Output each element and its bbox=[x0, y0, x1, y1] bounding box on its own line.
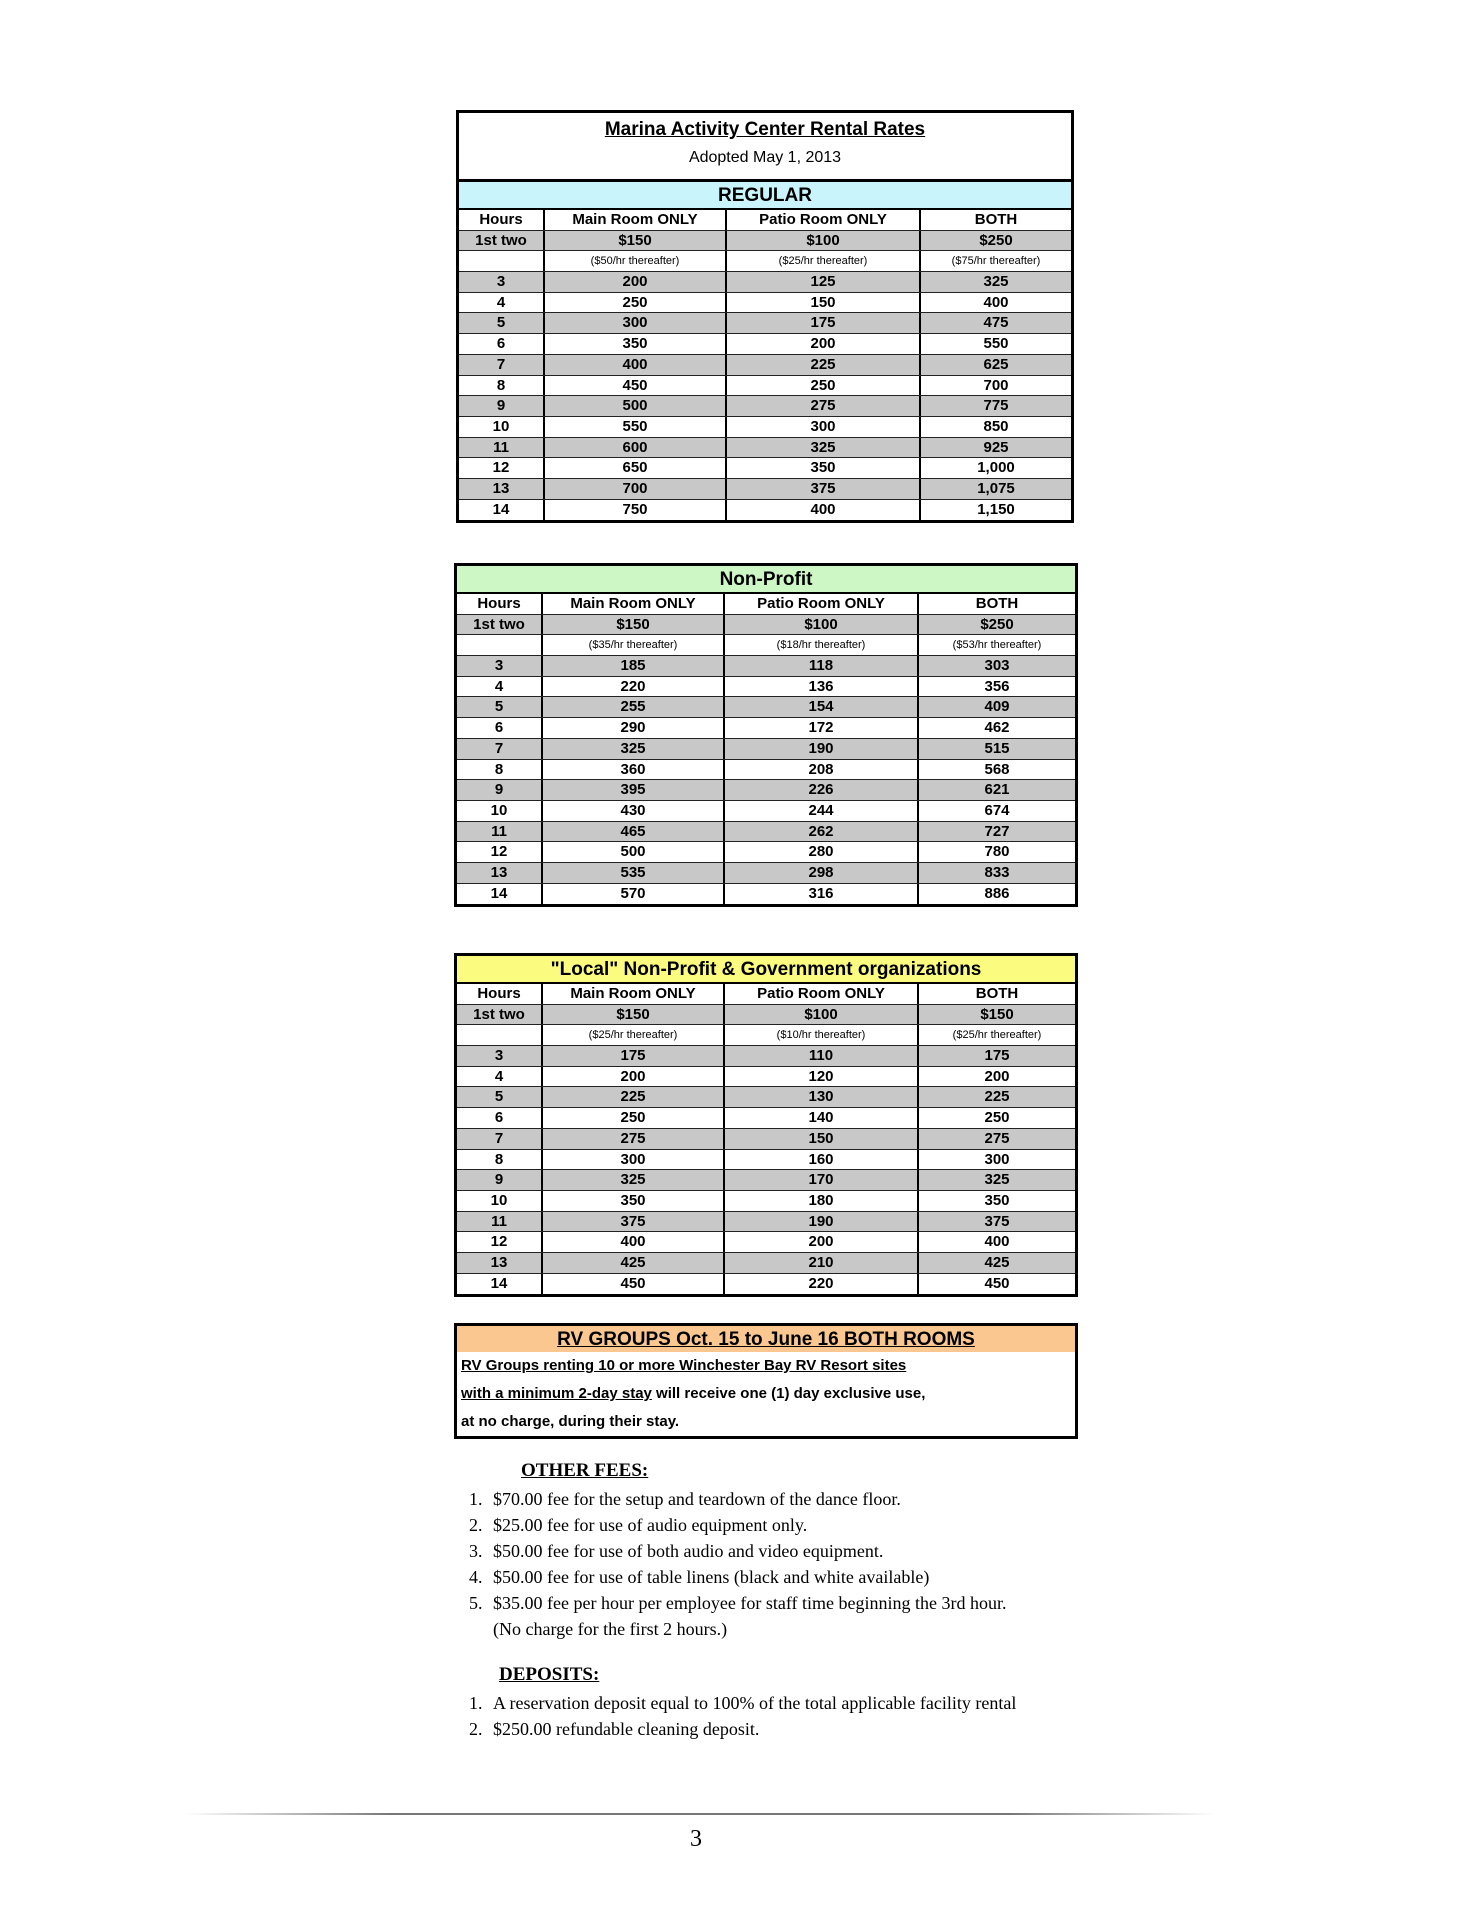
cell: 200 bbox=[725, 1232, 919, 1252]
cell: 7 bbox=[457, 739, 543, 759]
table-row bbox=[459, 313, 1071, 334]
cell: 833 bbox=[984, 863, 1010, 881]
cell: 5 bbox=[457, 697, 543, 717]
title-box bbox=[459, 113, 1071, 182]
cell: 5 bbox=[457, 1087, 543, 1107]
cell: Hours bbox=[457, 984, 543, 1004]
list-item: 1. A reservation deposit equal to 100% of the total applicable facility rental bbox=[487, 1690, 1016, 1716]
table-row bbox=[459, 272, 1071, 293]
cell: 10 bbox=[457, 801, 543, 821]
cell: Main Room ONLY bbox=[543, 594, 725, 614]
cell: 550 bbox=[545, 417, 727, 437]
cell: 14 bbox=[457, 1274, 543, 1295]
cell bbox=[457, 635, 543, 655]
regular-rates-table bbox=[456, 110, 1074, 523]
table-row bbox=[457, 801, 1075, 822]
cell: 1,075 bbox=[977, 479, 1015, 497]
cell: 350 bbox=[984, 1191, 1010, 1209]
table-row bbox=[457, 1067, 1075, 1088]
deposits-heading: DEPOSITS: bbox=[499, 1664, 600, 1685]
cell: 172 bbox=[725, 718, 919, 738]
cell: 550 bbox=[983, 335, 1009, 353]
cell: 140 bbox=[725, 1108, 919, 1128]
table-row bbox=[457, 1253, 1075, 1274]
cell: 11 bbox=[457, 822, 543, 842]
table-row bbox=[457, 718, 1075, 739]
cell: $150 bbox=[543, 615, 725, 635]
cell: 325 bbox=[727, 438, 921, 458]
deposits-section bbox=[457, 1664, 1016, 1742]
table-row bbox=[457, 1087, 1075, 1108]
cell: 255 bbox=[543, 697, 725, 717]
cell: 780 bbox=[984, 843, 1010, 861]
table-band-title: Non-Profit bbox=[457, 566, 1075, 594]
cell: 125 bbox=[727, 272, 921, 292]
cell: 400 bbox=[983, 293, 1009, 311]
cell: 400 bbox=[545, 355, 727, 375]
cell: 170 bbox=[725, 1170, 919, 1190]
rv-line-2 bbox=[457, 1380, 1075, 1408]
cell: 375 bbox=[727, 479, 921, 499]
cell: 275 bbox=[543, 1129, 725, 1149]
cell: 425 bbox=[984, 1253, 1010, 1271]
cell: 8 bbox=[459, 376, 545, 396]
cell: 130 bbox=[725, 1087, 919, 1107]
other-fees-heading: OTHER FEES: bbox=[521, 1460, 649, 1481]
cell: 400 bbox=[984, 1233, 1010, 1251]
table-row bbox=[457, 1150, 1075, 1171]
first-two-hours-row bbox=[457, 615, 1075, 636]
cell: 535 bbox=[543, 863, 725, 883]
list-item: 3. $50.00 fee for use of both audio and video equipment. bbox=[487, 1538, 1007, 1564]
header-row bbox=[457, 594, 1075, 615]
cell: 9 bbox=[457, 1170, 543, 1190]
cell: 3 bbox=[459, 272, 545, 292]
cell: 621 bbox=[984, 781, 1010, 799]
cell: 475 bbox=[983, 314, 1009, 332]
table-row bbox=[459, 417, 1071, 438]
cell: 7 bbox=[457, 1129, 543, 1149]
cell: 775 bbox=[983, 397, 1009, 415]
table-row bbox=[457, 1129, 1075, 1150]
cell: 350 bbox=[545, 334, 727, 354]
hourly-rate-note-row bbox=[457, 1025, 1075, 1046]
cell: 350 bbox=[727, 458, 921, 478]
cell: 7 bbox=[459, 355, 545, 375]
cell: 568 bbox=[984, 760, 1010, 778]
cell bbox=[459, 251, 545, 271]
cell: 360 bbox=[543, 760, 725, 780]
cell: 200 bbox=[545, 272, 727, 292]
cell: 600 bbox=[545, 438, 727, 458]
cell: 700 bbox=[983, 376, 1009, 394]
table-band-title: "Local" Non-Profit & Government organizations bbox=[457, 956, 1075, 984]
cell: 325 bbox=[984, 1171, 1010, 1189]
table-row bbox=[457, 697, 1075, 718]
table-row bbox=[457, 884, 1075, 905]
document-title: Marina Activity Center Rental Rates bbox=[604, 119, 926, 140]
cell: 13 bbox=[457, 863, 543, 883]
cell: 625 bbox=[983, 355, 1009, 373]
table-row bbox=[457, 677, 1075, 698]
cell: 110 bbox=[725, 1046, 919, 1066]
cell: 8 bbox=[457, 1150, 543, 1170]
cell: 200 bbox=[543, 1067, 725, 1087]
cell bbox=[457, 1025, 543, 1045]
table-row bbox=[457, 1108, 1075, 1129]
table-row bbox=[457, 1274, 1075, 1295]
table-row bbox=[459, 376, 1071, 397]
table-row bbox=[457, 842, 1075, 863]
page-number: 3 bbox=[690, 1826, 702, 1852]
cell: 208 bbox=[725, 760, 919, 780]
cell: 13 bbox=[459, 479, 545, 499]
cell: Patio Room ONLY bbox=[725, 594, 919, 614]
cell: 262 bbox=[725, 822, 919, 842]
cell: $150 bbox=[545, 231, 727, 251]
cell: 300 bbox=[984, 1150, 1010, 1168]
table-row bbox=[457, 656, 1075, 677]
cell: 250 bbox=[984, 1109, 1010, 1127]
cell: 303 bbox=[984, 657, 1010, 675]
list-item: 1. $70.00 fee for the setup and teardown of the dance floor. bbox=[487, 1486, 1007, 1512]
cell: Patio Room ONLY bbox=[727, 210, 921, 230]
footer-divider bbox=[185, 1813, 1215, 1815]
cell: 14 bbox=[459, 500, 545, 521]
cell: 225 bbox=[984, 1088, 1010, 1106]
cell: 150 bbox=[725, 1129, 919, 1149]
cell: 298 bbox=[725, 863, 919, 883]
table-row bbox=[459, 458, 1071, 479]
cell: 650 bbox=[545, 458, 727, 478]
cell: ($25/hr thereafter) bbox=[952, 1029, 1042, 1042]
other-fees-list bbox=[457, 1486, 1007, 1616]
cell: 11 bbox=[457, 1212, 543, 1232]
deposits-list bbox=[457, 1690, 1016, 1742]
cell: ($25/hr thereafter) bbox=[727, 251, 921, 271]
cell: 200 bbox=[727, 334, 921, 354]
first-two-hours-row bbox=[459, 231, 1071, 252]
cell: 430 bbox=[543, 801, 725, 821]
cell: 9 bbox=[457, 780, 543, 800]
cell: $100 bbox=[727, 231, 921, 251]
cell: 225 bbox=[543, 1087, 725, 1107]
cell: 190 bbox=[725, 739, 919, 759]
cell: 6 bbox=[457, 718, 543, 738]
cell: 300 bbox=[543, 1150, 725, 1170]
list-item: 5. $35.00 fee per hour per employee for staff time beginning the 3rd hour. bbox=[487, 1590, 1007, 1616]
cell: 500 bbox=[545, 396, 727, 416]
cell: 220 bbox=[725, 1274, 919, 1295]
cell: ($10/hr thereafter) bbox=[725, 1025, 919, 1045]
cell: $250 bbox=[980, 615, 1014, 633]
list-item: 2. $25.00 fee for use of audio equipment only. bbox=[487, 1512, 1007, 1538]
table-row bbox=[457, 1046, 1075, 1067]
cell: BOTH bbox=[975, 595, 1019, 612]
cell: 275 bbox=[727, 396, 921, 416]
table-row bbox=[459, 355, 1071, 376]
cell: 8 bbox=[457, 760, 543, 780]
cell: 11 bbox=[459, 438, 545, 458]
table-band-title: REGULAR bbox=[459, 182, 1071, 210]
cell: 350 bbox=[543, 1191, 725, 1211]
cell: $150 bbox=[980, 1005, 1014, 1023]
rv-groups-box bbox=[454, 1323, 1078, 1439]
cell: Hours bbox=[457, 594, 543, 614]
cell: 400 bbox=[727, 500, 921, 521]
table-row bbox=[457, 863, 1075, 884]
cell: 450 bbox=[543, 1274, 725, 1295]
cell: 325 bbox=[543, 1170, 725, 1190]
cell: 210 bbox=[725, 1253, 919, 1273]
cell: 3 bbox=[457, 656, 543, 676]
cell: 175 bbox=[984, 1047, 1010, 1065]
cell: 180 bbox=[725, 1191, 919, 1211]
cell: ($25/hr thereafter) bbox=[543, 1025, 725, 1045]
cell: 200 bbox=[984, 1067, 1010, 1085]
cell: 700 bbox=[545, 479, 727, 499]
cell: 1st two bbox=[459, 231, 545, 251]
cell: 12 bbox=[457, 842, 543, 862]
cell: 395 bbox=[543, 780, 725, 800]
cell: 118 bbox=[725, 656, 919, 676]
cell: ($35/hr thereafter) bbox=[543, 635, 725, 655]
cell: 3 bbox=[457, 1046, 543, 1066]
cell: 450 bbox=[984, 1274, 1010, 1292]
other-fees-section bbox=[457, 1460, 1007, 1642]
cell: 1st two bbox=[457, 615, 543, 635]
cell: $150 bbox=[543, 1005, 725, 1025]
cell: Patio Room ONLY bbox=[725, 984, 919, 1004]
cell: Main Room ONLY bbox=[543, 984, 725, 1004]
cell: 175 bbox=[543, 1046, 725, 1066]
cell: 190 bbox=[725, 1212, 919, 1232]
cell: $100 bbox=[725, 1005, 919, 1025]
table-row bbox=[457, 1191, 1075, 1212]
cell: 727 bbox=[984, 822, 1010, 840]
list-item: 2. $250.00 refundable cleaning deposit. bbox=[487, 1716, 1016, 1742]
cell: 316 bbox=[725, 884, 919, 905]
table-row bbox=[459, 396, 1071, 417]
hourly-rate-note-row bbox=[459, 251, 1071, 272]
cell: 120 bbox=[725, 1067, 919, 1087]
cell: Main Room ONLY bbox=[545, 210, 727, 230]
table-row bbox=[459, 479, 1071, 500]
cell: 14 bbox=[457, 884, 543, 905]
table-row bbox=[459, 293, 1071, 314]
cell: 280 bbox=[725, 842, 919, 862]
cell: 300 bbox=[727, 417, 921, 437]
table-row bbox=[459, 438, 1071, 459]
cell: 515 bbox=[984, 739, 1010, 757]
cell: 375 bbox=[543, 1212, 725, 1232]
cell: 160 bbox=[725, 1150, 919, 1170]
table-row bbox=[457, 822, 1075, 843]
cell: 465 bbox=[543, 822, 725, 842]
cell: 6 bbox=[459, 334, 545, 354]
cell: ($75/hr thereafter) bbox=[951, 255, 1041, 268]
cell: 9 bbox=[459, 396, 545, 416]
rv-line-2-underlined: with a minimum 2-day stay bbox=[461, 1385, 652, 1402]
cell: 250 bbox=[545, 293, 727, 313]
cell: 226 bbox=[725, 780, 919, 800]
cell: 275 bbox=[984, 1129, 1010, 1147]
rv-line-3: at no charge, during their stay. bbox=[461, 1413, 680, 1430]
cell: 450 bbox=[545, 376, 727, 396]
hourly-rate-note-row bbox=[457, 635, 1075, 656]
cell: 136 bbox=[725, 677, 919, 697]
cell: BOTH bbox=[975, 985, 1019, 1002]
cell: 220 bbox=[543, 677, 725, 697]
cell: 1,000 bbox=[977, 459, 1015, 477]
cell: 185 bbox=[543, 656, 725, 676]
cell: 12 bbox=[459, 458, 545, 478]
adopted-date: Adopted May 1, 2013 bbox=[688, 149, 842, 166]
cell: 409 bbox=[984, 698, 1010, 716]
cell: 4 bbox=[457, 1067, 543, 1087]
cell: 6 bbox=[457, 1108, 543, 1128]
cell: 886 bbox=[984, 884, 1010, 902]
cell: 425 bbox=[543, 1253, 725, 1273]
table-row bbox=[457, 739, 1075, 760]
cell: 10 bbox=[457, 1191, 543, 1211]
cell: 154 bbox=[725, 697, 919, 717]
cell: 5 bbox=[459, 313, 545, 333]
cell: 325 bbox=[983, 273, 1009, 291]
rv-line-2-rest: will receive one (1) day exclusive use, bbox=[651, 1385, 926, 1402]
cell: 225 bbox=[727, 355, 921, 375]
cell: ($50/hr thereafter) bbox=[545, 251, 727, 271]
header-row bbox=[457, 984, 1075, 1005]
cell: 325 bbox=[543, 739, 725, 759]
cell: 10 bbox=[459, 417, 545, 437]
cell: 674 bbox=[984, 801, 1010, 819]
cell: 13 bbox=[457, 1253, 543, 1273]
cell: 4 bbox=[457, 677, 543, 697]
cell: 925 bbox=[983, 438, 1009, 456]
rv-line-1: RV Groups renting 10 or more Winchester Bay RV Resort sites bbox=[461, 1357, 907, 1374]
cell: ($18/hr thereafter) bbox=[725, 635, 919, 655]
table-row bbox=[457, 760, 1075, 781]
cell: 300 bbox=[545, 313, 727, 333]
cell: Hours bbox=[459, 210, 545, 230]
list-item: 4. $50.00 fee for use of table linens (black and white available) bbox=[487, 1564, 1007, 1590]
table-row bbox=[457, 780, 1075, 801]
cell: 750 bbox=[545, 500, 727, 521]
cell: $250 bbox=[979, 231, 1013, 249]
cell: 4 bbox=[459, 293, 545, 313]
cell: 150 bbox=[727, 293, 921, 313]
cell: 175 bbox=[727, 313, 921, 333]
staff-note: (No charge for the first 2 hours.) bbox=[493, 1619, 728, 1639]
cell: 1,150 bbox=[977, 500, 1015, 518]
cell: ($53/hr thereafter) bbox=[952, 639, 1042, 652]
cell: 570 bbox=[543, 884, 725, 905]
cell: 500 bbox=[543, 842, 725, 862]
cell: 244 bbox=[725, 801, 919, 821]
cell: 250 bbox=[727, 376, 921, 396]
table-row bbox=[457, 1212, 1075, 1233]
rv-groups-title: RV GROUPS Oct. 15 to June 16 BOTH ROOMS bbox=[457, 1326, 1075, 1352]
table-row bbox=[459, 334, 1071, 355]
cell: 850 bbox=[983, 417, 1009, 435]
cell: 1st two bbox=[457, 1005, 543, 1025]
non-profit-rates-table bbox=[454, 563, 1078, 907]
cell: 12 bbox=[457, 1232, 543, 1252]
cell: BOTH bbox=[974, 211, 1018, 228]
cell: 356 bbox=[984, 677, 1010, 695]
cell: 462 bbox=[984, 719, 1010, 737]
header-row bbox=[459, 210, 1071, 231]
first-two-hours-row bbox=[457, 1005, 1075, 1026]
table-row bbox=[457, 1170, 1075, 1191]
cell: 400 bbox=[543, 1232, 725, 1252]
local-non-profit-rates-table bbox=[454, 953, 1078, 1297]
cell: 375 bbox=[984, 1212, 1010, 1230]
cell: 250 bbox=[543, 1108, 725, 1128]
table-row bbox=[459, 500, 1071, 521]
table-row bbox=[457, 1232, 1075, 1253]
cell: $100 bbox=[725, 615, 919, 635]
cell: 290 bbox=[543, 718, 725, 738]
